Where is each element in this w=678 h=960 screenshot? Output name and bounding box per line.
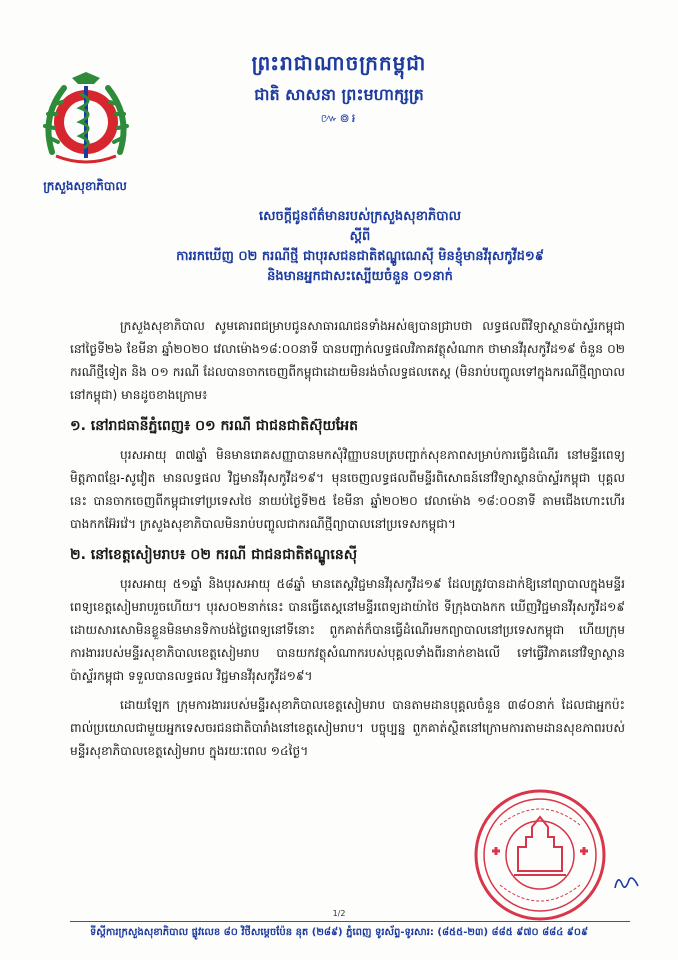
footer-divider — [70, 921, 630, 922]
intro-paragraph: ក្រសួងសុខាភិបាល សូមគោរពជម្រាបជូនសាធារណជនទាំងអស់ឲ្យបានជ្រាបថា លទ្ធផលពីវិទ្យាស្ថានប៉ាស្ទ័រកម្ពុជា នៅថ្ងៃទី២៦ ខែមីនា ឆ្នាំ២០២០ វេលាម៉ោង១៨:០០នាទី បានបញ្ជាក់លទ្ធផលវិភាគវត្ថុសំណាក ថាមានវីរុសកូវីដ១៩ ចំនួន ០២ ករណីថ្មីទៀត និង ០១ ករណី ដែលបានចាកចេញពីកម្ពុជាដោយមិនរង់ចាំលទ្ធផលតេស្ត (មិនរាប់បញ្ចូលទៅក្នុងករណីថ្មីព្យាបាលនៅកម្ពុជា) មានដូចខាងក្រោម៖ — [70, 319, 625, 402]
section-1-heading: ១. នៅរាជធានីភ្នំពេញ៖ ០១ ករណី ជាជនជាតិស៊ុយអែត — [70, 418, 358, 434]
logo-caption: ក្រសួងសុខាភិបាល — [43, 179, 127, 193]
section-2-heading: ២. នៅខេត្តសៀមរាប៖ ០២ ករណី ជាជនជាតិឥណ្ឌូនេស៊ី — [70, 547, 358, 563]
footer-address: ទីស្តីការក្រសួងសុខាភិបាល ផ្លូវលេខ ៨០ វិថីសម្តេចប៉ែន នុត (២៨៩) ភ្នំពេញ ទូរស័ព្ទ-ទូរសារ: (៨៥៥-២៣) ៨៨៥ ៩៧០ ៨៨៤ ៩០៩ — [89, 927, 589, 938]
ministry-of-health-logo-icon — [36, 72, 136, 172]
title-line-4: និងមានអ្នកជាសះស្បើយចំនួន ០១នាក់ — [267, 269, 453, 284]
document-title — [120, 207, 600, 287]
national-motto: ជាតិ សាសនា ព្រះមហាក្សត្រ — [254, 85, 424, 104]
section-2-paragraph-2: ដោយឡែក ក្រុមការងាររបស់មន្ទីរសុខាភិបាលខេត្តសៀមរាប បានតាមដានបុគ្គលចំនួន ៣៨០នាក់ ដែលជាអ្នកប៉ះពាល់ប្រយោលជាមួយអ្នកទេសចរជនជាតិបារាំងនៅខេត្តសៀមរាប។ បច្ចុប្បន្ន ពួកគាត់ស្ថិតនៅក្រោមការតាមដានសុខភាពរបស់មន្ទីរសុខាភិបាលខេត្តសៀមរាប ក្នុងរយៈពេល ១៤ថ្ងៃ។ — [70, 698, 625, 758]
title-line-1: សេចក្តីជូនព័ត៌មានរបស់ក្រសួងសុខាភិបាល — [259, 209, 461, 224]
signature-icon — [612, 872, 642, 894]
document-body — [70, 315, 625, 769]
kingdom-title: ព្រះរាជាណាចក្រកម្ពុជា — [251, 51, 427, 75]
ornament-divider: ៚៙៛ — [320, 111, 358, 125]
title-line-2: ស្តីពី — [349, 229, 371, 244]
official-seal-icon — [470, 785, 610, 925]
section-1-paragraph: បុរសអាយុ ៣៧ឆ្នាំ មិនមានរោគសញ្ញាបានមកសុំវិញ្ញាបនបត្របញ្ជាក់សុខភាពសម្រាប់ការធ្វើដំណើរ នៅមន្ទីរពេទ្យមិត្តភាពខ្មែរ-សូវៀត មានលទ្ធផល វិជ្ជមានវីរុសកូវីដ១៩។ មុនចេញលទ្ធផលពីមន្ទីរពិសោធន៍នៅវិទ្យាស្ថានប៉ាស្ទ័រកម្ពុជា បុគ្គលនេះ បានចាកចេញពីកម្ពុជាទៅប្រទេសថៃ នាយប់ថ្ងៃទី២៥ ខែមីនា ឆ្នាំ២០២០ វេលាម៉ោង ១៨:០០នាទី តាមជើងហោះហើរបាងកកអ៊ែរវ៉េ។ ក្រសួងសុខាភិបាលមិនរាប់បញ្ចូលជាករណីថ្មីព្យាបាលនៅប្រទេសកម្ពុជា។ — [70, 448, 625, 531]
section-2-paragraph: បុរសអាយុ ៥១ឆ្នាំ និងបុរសអាយុ ៥៨ឆ្នាំ មានតេស្តវិជ្ជមានវីរុសកូវីដ១៩ ដែលត្រូវបានដាក់ឱ្យនៅព្យាបាលក្នុងមន្ទីរពេទ្យខេត្តសៀមរាបរួចហើយ។ បុរស០២នាក់នេះ បានធ្វើតេស្តនៅមន្ទីរពេទ្យដាយ៉ាថៃ ទីក្រុងបាងកក ឃើញវិជ្ជមានវីរុសកូវីដ១៩ ដោយសារសោមិនខ្លួនមិនមានទិកាបង់ថ្លៃពេទ្យនៅទីនោះ ពួកគាត់ក៏បានធ្វើដំណើរមកព្យាបាលនៅប្រទេសកម្ពុជា ហើយក្រុមការងាររបស់មន្ទីរសុខាភិបាលខេត្តសៀមរាប បានយកវត្ថុសំណាករបស់បុគ្គលទាំងពីរនាក់ខាងលើ ទៅធ្វើវិភាគនៅវិទ្យាស្ថានប៉ាស្ទ័រកម្ពុជា ទទួលបានលទ្ធផល វិជ្ជមានវីរុសកូវីដ១៩។ — [70, 577, 625, 683]
page-number: 1/2 — [332, 909, 346, 918]
title-line-3: ការរកឃើញ ០២ ករណីថ្មី ជាបុរសជនជាតិឥណ្ឌូណេស៊ី មិនខ្ញុំមានវីរុសកូវីដ១៩ — [176, 249, 544, 264]
